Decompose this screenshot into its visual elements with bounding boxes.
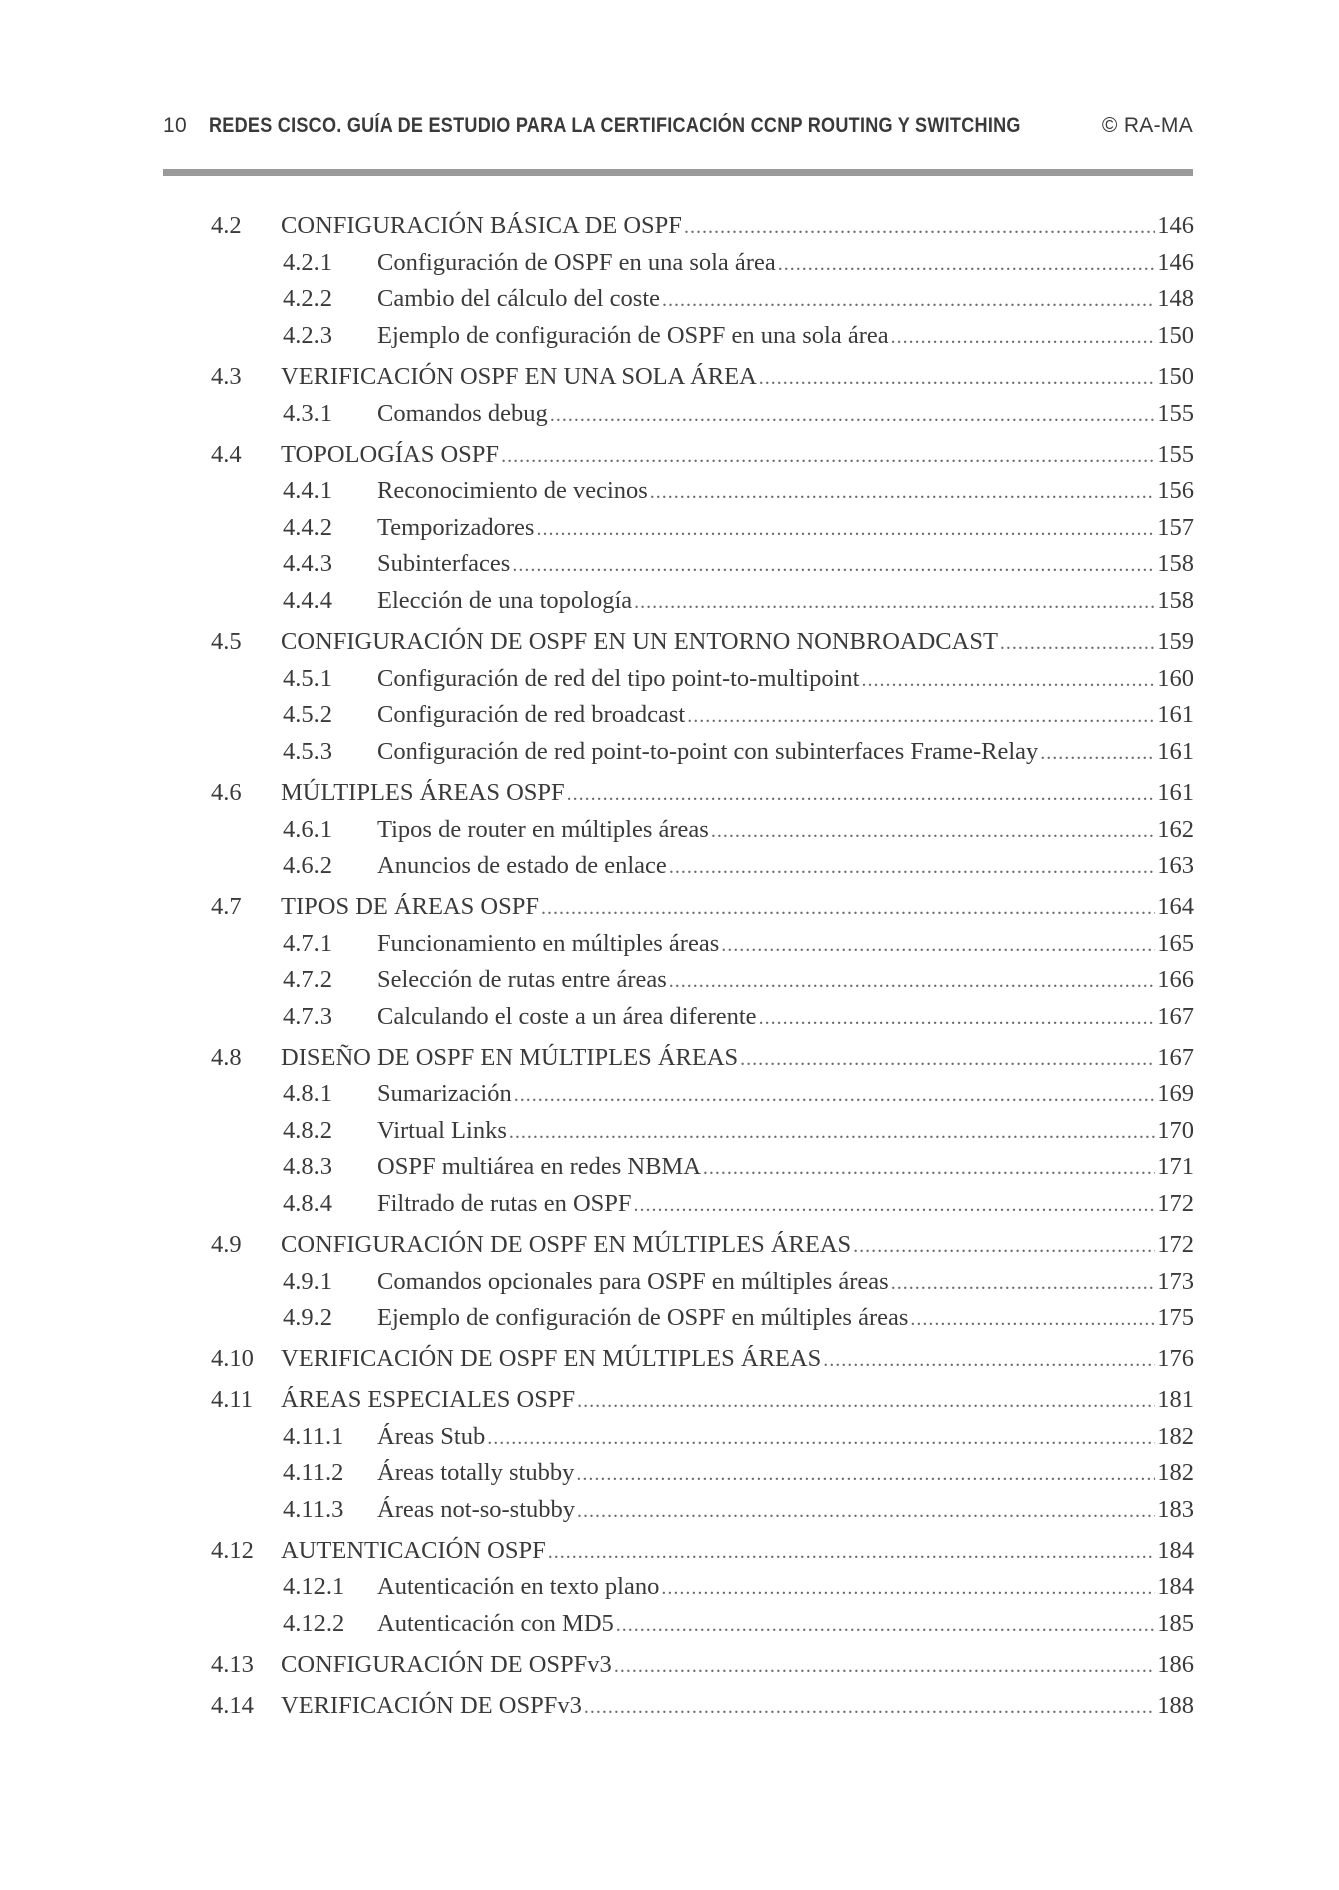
toc-entry-title: Ejemplo de configuración de OSPF en múltiples áreas	[377, 1304, 909, 1331]
toc-subsection[interactable]	[283, 964, 1194, 996]
toc-entry-page: 181	[1157, 1386, 1194, 1413]
toc-section[interactable]	[211, 891, 1194, 923]
toc-section[interactable]	[211, 1042, 1194, 1074]
toc-entry-page: 164	[1157, 893, 1194, 920]
toc-entry-page: 175	[1157, 1304, 1194, 1331]
toc-subsection[interactable]	[283, 548, 1194, 580]
toc-entry-page: 171	[1157, 1153, 1194, 1180]
toc-entry-title: Elección de una topología	[377, 587, 633, 614]
toc-entry-title: CONFIGURACIÓN DE OSPFv3	[281, 1651, 612, 1678]
toc-entry-title: AUTENTICACIÓN OSPF	[281, 1537, 546, 1564]
toc-entry-page: 166	[1157, 966, 1194, 993]
dot-leader	[740, 1043, 1155, 1075]
dot-leader	[778, 248, 1156, 280]
toc-entry-number: 4.8.3	[283, 1153, 332, 1180]
toc-entry-page: 172	[1157, 1190, 1194, 1217]
toc-entry-number: 4.9	[211, 1231, 242, 1258]
toc-entry-page: 188	[1157, 1692, 1194, 1719]
toc-entry-number: 4.12.1	[283, 1573, 345, 1600]
dot-leader	[550, 399, 1155, 431]
toc-entry-number: 4.3.1	[283, 400, 332, 427]
dot-leader	[487, 1422, 1155, 1454]
toc-entry-page: 173	[1157, 1268, 1194, 1295]
toc-entry-page: 186	[1157, 1651, 1194, 1678]
toc-entry-title: Virtual Links	[377, 1117, 507, 1144]
toc-entry-number: 4.8.2	[283, 1117, 332, 1144]
toc-entry-page: 150	[1157, 363, 1194, 390]
toc-entry-page: 176	[1157, 1345, 1194, 1372]
toc-entry-number: 4.11.2	[283, 1459, 344, 1486]
dot-leader	[514, 1079, 1156, 1111]
toc-subsection[interactable]	[283, 283, 1194, 315]
toc-entry-title: Configuración de OSPF en una sola área	[377, 249, 776, 276]
toc-entry-page: 161	[1157, 779, 1194, 806]
toc-entry-page: 162	[1157, 816, 1194, 843]
toc-subsection[interactable]	[283, 1188, 1194, 1220]
toc-entry-number: 4.6.2	[283, 852, 332, 879]
toc-entry-number: 4.8.4	[283, 1190, 332, 1217]
dot-leader	[536, 513, 1155, 545]
toc-section[interactable]	[211, 1690, 1194, 1722]
dot-leader	[577, 1385, 1155, 1417]
toc-entry-number: 4.11.3	[283, 1496, 344, 1523]
toc-entry-page: 148	[1157, 285, 1194, 312]
dot-leader	[1000, 627, 1155, 659]
toc-entry-page: 160	[1157, 665, 1194, 692]
toc-entry-number: 4.9.1	[283, 1268, 332, 1295]
toc-entry-page: 184	[1157, 1573, 1194, 1600]
toc-entry-title: VERIFICACIÓN DE OSPFv3	[281, 1692, 582, 1719]
toc-entry-page: 159	[1157, 628, 1194, 655]
dot-leader	[759, 362, 1155, 394]
toc-entry-number: 4.7.1	[283, 930, 332, 957]
toc-subsection[interactable]	[283, 736, 1194, 768]
toc-entry-number: 4.11	[211, 1386, 253, 1413]
dot-leader	[567, 778, 1156, 810]
toc-entry-number: 4.7.3	[283, 1003, 332, 1030]
toc-section[interactable]	[211, 777, 1194, 809]
toc-entry-title: CONFIGURACIÓN DE OSPF EN UN ENTORNO NONBROADCAST	[281, 628, 998, 655]
toc-entry-page: 158	[1157, 550, 1194, 577]
book-title: REDES CISCO. GUÍA DE ESTUDIO PARA LA CERTIFICACIÓN CCNP ROUTING Y SWITCHING	[209, 114, 1021, 137]
toc-subsection[interactable]	[283, 398, 1194, 430]
toc-entry-number: 4.2.1	[283, 249, 332, 276]
toc-entry-number: 4.8	[211, 1044, 242, 1071]
toc-entry-number: 4.11.1	[283, 1423, 344, 1450]
toc-entry-number: 4.6	[211, 779, 242, 806]
toc-entry-title: VERIFICACIÓN OSPF EN UNA SOLA ÁREA	[281, 363, 757, 390]
dot-leader	[891, 1267, 1156, 1299]
toc-entry-title: Tipos de router en múltiples áreas	[377, 816, 709, 843]
toc-entry-title: Áreas totally stubby	[377, 1459, 575, 1486]
toc-entry-number: 4.4.3	[283, 550, 332, 577]
toc-section[interactable]	[211, 1343, 1194, 1375]
dot-leader	[634, 586, 1155, 618]
toc-entry-title: Funcionamiento en múltiples áreas	[377, 930, 720, 957]
toc-entry-number: 4.12.2	[283, 1610, 345, 1637]
toc-entry-page: 182	[1157, 1459, 1194, 1486]
dot-leader	[721, 929, 1155, 961]
toc-entry-page: 150	[1157, 322, 1194, 349]
toc-entry-title: ÁREAS ESPECIALES OSPF	[281, 1386, 576, 1413]
toc-entry-title: Áreas Stub	[377, 1423, 486, 1450]
toc-entry-page: 155	[1157, 441, 1194, 468]
toc-entry-page: 155	[1157, 400, 1194, 427]
toc-subsection[interactable]	[283, 1078, 1194, 1110]
toc-entry-title: MÚLTIPLES ÁREAS OSPF	[281, 779, 565, 806]
toc-entry-title: CONFIGURACIÓN DE OSPF EN MÚLTIPLES ÁREAS	[281, 1231, 852, 1258]
toc-entry-page: 146	[1157, 249, 1194, 276]
toc-entry-number: 4.4	[211, 441, 242, 468]
toc-entry-number: 4.14	[211, 1692, 254, 1719]
dot-leader	[584, 1691, 1155, 1723]
dot-leader	[684, 211, 1155, 243]
toc-entry-title: Sumarización	[377, 1080, 512, 1107]
dot-leader	[703, 1152, 1155, 1184]
dot-leader	[661, 1572, 1155, 1604]
toc-entry-number: 4.12	[211, 1537, 254, 1564]
toc-subsection[interactable]	[283, 475, 1194, 507]
toc-entry-number: 4.2.3	[283, 322, 332, 349]
page-number: 10	[163, 114, 187, 137]
toc-entry-title: Calculando el coste a un área diferente	[377, 1003, 757, 1030]
toc-subsection[interactable]	[283, 1421, 1194, 1453]
toc-subsection[interactable]	[283, 512, 1194, 544]
toc-entry-page: 184	[1157, 1537, 1194, 1564]
dot-leader	[616, 1609, 1155, 1641]
toc-entry-title: Áreas not-so-stubby	[377, 1496, 576, 1523]
toc-entry-title: CONFIGURACIÓN BÁSICA DE OSPF	[281, 212, 682, 239]
dot-leader	[650, 476, 1155, 508]
toc-subsection[interactable]	[283, 1457, 1194, 1489]
toc-entry-page: 146	[1157, 212, 1194, 239]
toc-subsection[interactable]	[283, 699, 1194, 731]
toc-entry-title: Filtrado de rutas en OSPF	[377, 1190, 632, 1217]
dot-leader	[501, 440, 1155, 472]
toc-entry-page: 183	[1157, 1496, 1194, 1523]
publisher: © RA-MA	[1101, 114, 1193, 137]
toc-subsection[interactable]	[283, 814, 1194, 846]
toc-section[interactable]	[211, 361, 1194, 393]
dot-leader	[669, 851, 1155, 883]
dot-leader	[509, 1116, 1155, 1148]
toc-entry-title: Subinterfaces	[377, 550, 511, 577]
toc-entry-title: Reconocimiento de vecinos	[377, 477, 648, 504]
toc-entry-title: Configuración de red broadcast	[377, 701, 686, 728]
toc-entry-page: 158	[1157, 587, 1194, 614]
toc-section[interactable]	[211, 1535, 1194, 1567]
dot-leader	[853, 1230, 1155, 1262]
toc-entry-title: Configuración de red point-to-point con subinterfaces Frame-Relay	[377, 738, 1039, 765]
toc-entry-title: Configuración de red del tipo point-to-multipoint	[377, 665, 860, 692]
toc-subsection[interactable]	[283, 850, 1194, 882]
toc-entry-number: 4.5	[211, 628, 242, 655]
toc-entry-page: 161	[1157, 738, 1194, 765]
dot-leader	[891, 321, 1156, 353]
dot-leader	[576, 1458, 1155, 1490]
dot-leader	[662, 284, 1155, 316]
toc-entry-page: 156	[1157, 477, 1194, 504]
toc-entry-page: 167	[1157, 1044, 1194, 1071]
toc-subsection[interactable]	[283, 1115, 1194, 1147]
dot-leader	[687, 700, 1155, 732]
toc-entry-number: 4.9.2	[283, 1304, 332, 1331]
dot-leader	[577, 1495, 1155, 1527]
toc-subsection[interactable]	[283, 1571, 1194, 1603]
toc-entry-number: 4.5.3	[283, 738, 332, 765]
toc-entry-number: 4.6.1	[283, 816, 332, 843]
toc-entry-title: Temporizadores	[377, 514, 535, 541]
toc-entry-title: Cambio del cálculo del coste	[377, 285, 661, 312]
toc-entry-number: 4.5.1	[283, 665, 332, 692]
dot-leader	[548, 1536, 1155, 1568]
toc-section[interactable]	[211, 1649, 1194, 1681]
toc-subsection[interactable]	[283, 1266, 1194, 1298]
toc-entry-title: Anuncios de estado de enlace	[377, 852, 667, 879]
toc-subsection[interactable]	[283, 247, 1194, 279]
toc-entry-number: 4.10	[211, 1345, 254, 1372]
toc-section[interactable]	[211, 439, 1194, 471]
dot-leader	[1040, 737, 1155, 769]
toc-subsection[interactable]	[283, 1494, 1194, 1526]
toc-entry-number: 4.4.4	[283, 587, 332, 614]
toc-entry-number: 4.2.2	[283, 285, 332, 312]
dot-leader	[861, 664, 1155, 696]
dot-leader	[910, 1303, 1155, 1335]
toc-entry-number: 4.13	[211, 1651, 254, 1678]
toc-section[interactable]	[211, 1384, 1194, 1416]
toc-entry-page: 170	[1157, 1117, 1194, 1144]
toc-entry-number: 4.4.2	[283, 514, 332, 541]
toc-entry-page: 163	[1157, 852, 1194, 879]
toc-entry-page: 182	[1157, 1423, 1194, 1450]
toc-subsection[interactable]	[283, 663, 1194, 695]
dot-leader	[669, 965, 1155, 997]
toc-entry-number: 4.7.2	[283, 966, 332, 993]
toc-entry-number: 4.4.1	[283, 477, 332, 504]
toc-entry-title: DISEÑO DE OSPF EN MÚLTIPLES ÁREAS	[281, 1044, 739, 1071]
toc-entry-page: 172	[1157, 1231, 1194, 1258]
toc-entry-title: Selección de rutas entre áreas	[377, 966, 667, 993]
toc-subsection[interactable]	[283, 1001, 1194, 1033]
toc-subsection[interactable]	[283, 585, 1194, 617]
toc-section[interactable]	[211, 1229, 1194, 1261]
toc-entry-title: OSPF multiárea en redes NBMA	[377, 1153, 701, 1180]
toc-entry-page: 161	[1157, 701, 1194, 728]
toc-subsection[interactable]	[283, 1608, 1194, 1640]
toc-entry-page: 157	[1157, 514, 1194, 541]
toc-entry-number: 4.7	[211, 893, 242, 920]
toc-entry-title: TIPOS DE ÁREAS OSPF	[281, 893, 539, 920]
toc-section[interactable]	[211, 626, 1194, 658]
dot-leader	[823, 1344, 1155, 1376]
toc-entry-page: 165	[1157, 930, 1194, 957]
toc-entry-title: Comandos debug	[377, 400, 548, 427]
toc-subsection[interactable]	[283, 1302, 1194, 1334]
toc-entry-number: 4.5.2	[283, 701, 332, 728]
toc-entry-number: 4.2	[211, 212, 242, 239]
toc-entry-title: Ejemplo de configuración de OSPF en una sola área	[377, 322, 889, 349]
toc-entry-page: 185	[1157, 1610, 1194, 1637]
dot-leader	[759, 1002, 1156, 1034]
running-header	[163, 108, 1193, 144]
toc-subsection[interactable]	[283, 1151, 1194, 1183]
toc-subsection[interactable]	[283, 320, 1194, 352]
toc-entry-title: VERIFICACIÓN DE OSPF EN MÚLTIPLES ÁREAS	[281, 1345, 822, 1372]
toc-entry-title: TOPOLOGÍAS OSPF	[281, 441, 500, 468]
dot-leader	[512, 549, 1155, 581]
toc-subsection[interactable]	[283, 928, 1194, 960]
dot-leader	[614, 1650, 1155, 1682]
toc-section[interactable]	[211, 210, 1194, 242]
toc-entry-number: 4.8.1	[283, 1080, 332, 1107]
dot-leader	[541, 892, 1155, 924]
header-rule	[163, 169, 1193, 176]
toc-entry-number: 4.3	[211, 363, 242, 390]
dot-leader	[634, 1189, 1156, 1221]
toc-entry-page: 167	[1157, 1003, 1194, 1030]
toc-entry-title: Autenticación en texto plano	[377, 1573, 660, 1600]
toc-entry-page: 169	[1157, 1080, 1194, 1107]
toc-entry-title: Autenticación con MD5	[377, 1610, 614, 1637]
dot-leader	[711, 815, 1155, 847]
toc-entry-title: Comandos opcionales para OSPF en múltiples áreas	[377, 1268, 889, 1295]
